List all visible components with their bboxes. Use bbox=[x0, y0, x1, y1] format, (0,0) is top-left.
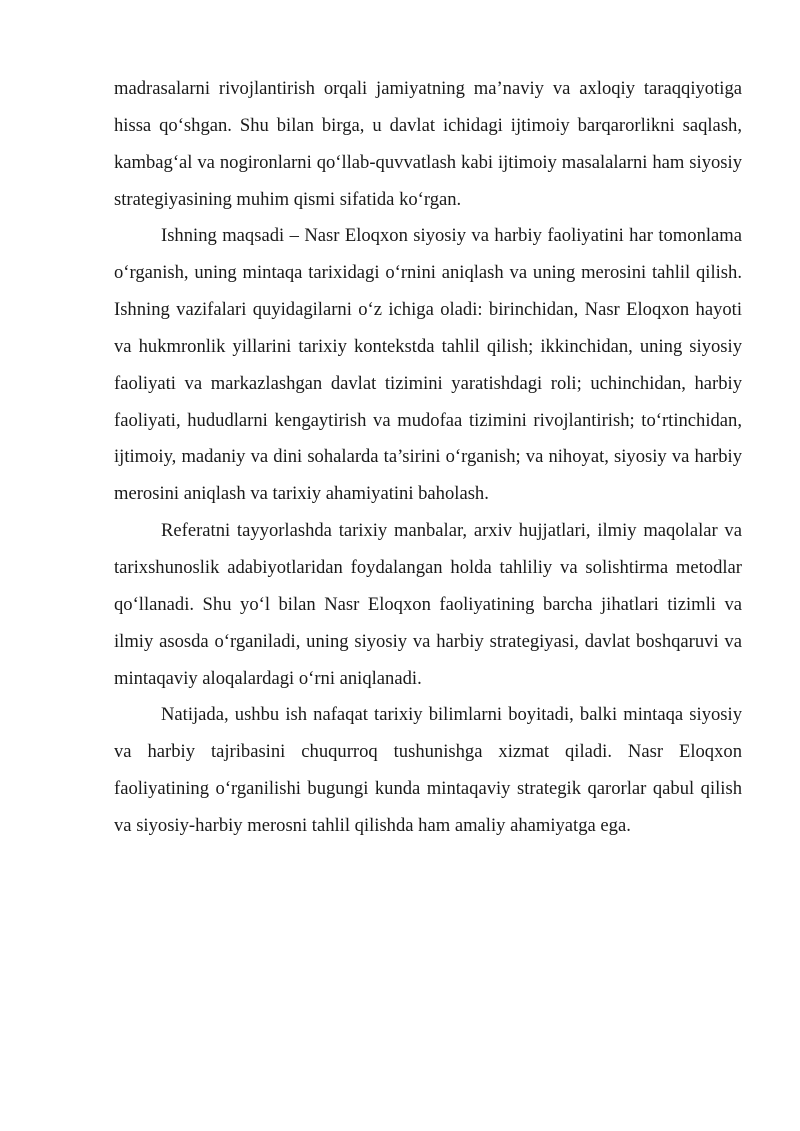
paragraph-continuation: madrasalarni rivojlantirish orqali jamiyatning ma’naviy va axloqiy taraqqiyotiga hissa qo‘shgan. Shu bilan birga, u davlat ichidagi ijtimoiy barqarorlikni saqlash, kambag‘al va nogironlarni qo‘llab-quvvatlash kabi ijtimoiy masalalarni ham siyosiy strategiyasining muhim qismi sifatida ko‘rgan. bbox=[114, 78, 742, 210]
paragraph-goal: Ishning maqsadi – Nasr Eloqxon siyosiy va harbiy faoliyatini har tomonlama o‘rganish, uning mintaqa tarixidagi o‘rnini aniqlash va uning merosini tahlil qilish. Ishning vazifalari quyidagilarni o‘z ichiga oladi: birinchidan, Nasr Eloqxon hayoti va hukmronlik yillarini tarixiy kontekstda tahlil qilish; ikkinchidan, uning siyosiy faoliyati va markazlashgan davlat tizimini yaratishdagi roli; uchinchidan, harbiy faoliyati, hududlarni kengaytirish va mudofaa tizimini rivojlantirish; to‘rtinchidan, ijtimoiy, madaniy va dini sohalarda ta’sirini o‘rganish; va nihoyat, siyosiy va harbiy merosini aniqlash va tarixiy ahamiyatini baholash. bbox=[114, 225, 742, 505]
paragraph-conclusion: Natijada, ushbu ish nafaqat tarixiy bilimlarni boyitadi, balki mintaqa siyosiy va harbiy tajribasini chuqurroq tushunishga xizmat qiladi. Nasr Eloqxon faoliyatining o‘rganilishi bugungi kunda mintaqaviy strategik qarorlar qabul qilish va siyosiy-harbiy merosni tahlil qilishda ham amaliy ahamiyatga ega. bbox=[114, 704, 742, 836]
document-body bbox=[114, 71, 742, 845]
paragraph-methods: Referatni tayyorlashda tarixiy manbalar, arxiv hujjatlari, ilmiy maqolalar va tarixshunoslik adabiyotlaridan foydalangan holda tahliliy va solishtirma metodlar qo‘llanadi. Shu yo‘l bilan Nasr Eloqxon faoliyatining barcha jihatlari tizimli va ilmiy asosda o‘rganiladi, uning siyosiy va harbiy strategiyasi, davlat boshqaruvi va mintaqaviy aloqalardagi o‘rni aniqlanadi. bbox=[114, 520, 742, 689]
